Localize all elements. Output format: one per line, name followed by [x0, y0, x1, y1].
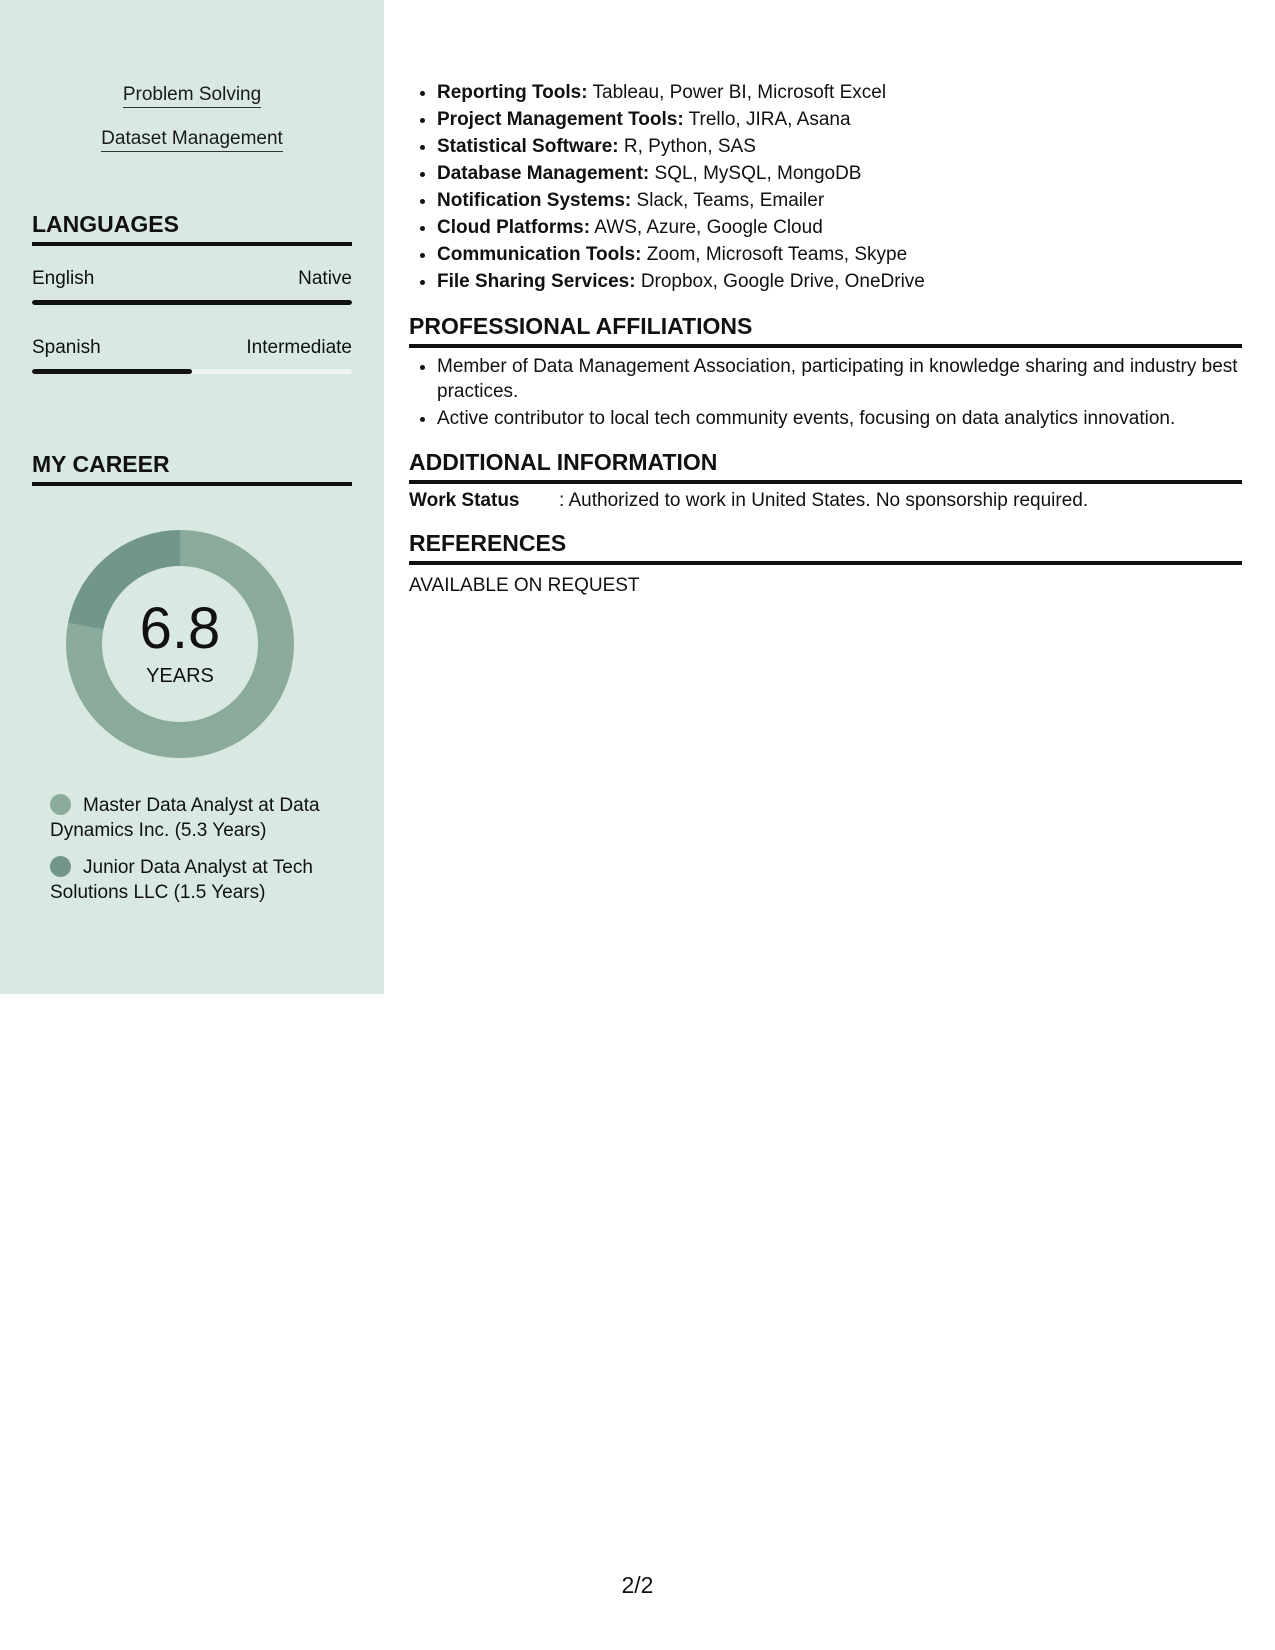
references-text: AVAILABLE ON REQUEST	[409, 575, 640, 596]
references-heading: REFERENCES	[409, 530, 1242, 565]
skill-tag: Problem Solving	[0, 84, 384, 108]
language-proficiency-fill	[32, 369, 192, 374]
language-name: English	[32, 268, 95, 289]
tool-item: • Project Management Tools: Trello, JIRA, Asana	[437, 106, 1237, 133]
affiliations-list	[427, 354, 1247, 433]
tool-item: • Reporting Tools: Tableau, Power BI, Microsoft Excel	[437, 79, 1237, 106]
career-item: Master Data Analyst at Data Dynamics Inc. (5.3 Years)	[50, 795, 320, 841]
tool-item: • File Sharing Services: Dropbox, Google Drive, OneDrive	[437, 268, 1237, 295]
career-dot-icon	[50, 856, 71, 877]
language-level: Native	[298, 268, 352, 289]
tool-item: • Notification Systems: Slack, Teams, Emailer	[437, 187, 1237, 214]
work-status-label: Work Status	[409, 490, 520, 511]
language-proficiency-bar	[32, 369, 352, 374]
skill-tag: Dataset Management	[0, 128, 384, 152]
sidebar	[0, 0, 384, 994]
affiliation-item: • Active contributor to local tech community events, focusing on data analytics innovation.	[437, 406, 1247, 431]
page-number: 2/2	[621, 1572, 654, 1598]
language-row	[32, 268, 352, 290]
work-status-value: : Authorized to work in United States. No sponsorship required.	[559, 490, 1089, 511]
affiliation-item: • Member of Data Management Association, participating in knowledge sharing and industry best practices.	[437, 354, 1247, 404]
language-proficiency-bar	[32, 300, 352, 305]
tool-item: • Cloud Platforms: AWS, Azure, Google Cloud	[437, 214, 1237, 241]
language-name: Spanish	[32, 337, 101, 358]
tools-list	[427, 79, 1237, 295]
languages-heading: LANGUAGES	[32, 211, 352, 246]
tool-item: • Database Management: SQL, MySQL, MongoDB	[437, 160, 1237, 187]
career-item: Junior Data Analyst at Tech Solutions LLC (1.5 Years)	[50, 857, 313, 903]
career-dot-icon	[50, 794, 71, 815]
language-row	[32, 337, 352, 359]
career-total-value: 6.8	[139, 596, 221, 661]
career-total-unit: YEARS	[146, 665, 214, 687]
language-proficiency-fill	[32, 300, 352, 305]
tool-item: • Statistical Software: R, Python, SAS	[437, 133, 1237, 160]
tool-item: • Communication Tools: Zoom, Microsoft Teams, Skype	[437, 241, 1237, 268]
affiliations-heading: PROFESSIONAL AFFILIATIONS	[409, 313, 1242, 348]
language-level: Intermediate	[246, 337, 352, 358]
career-heading: MY CAREER	[32, 451, 352, 486]
additional-info-heading: ADDITIONAL INFORMATION	[409, 449, 1242, 484]
